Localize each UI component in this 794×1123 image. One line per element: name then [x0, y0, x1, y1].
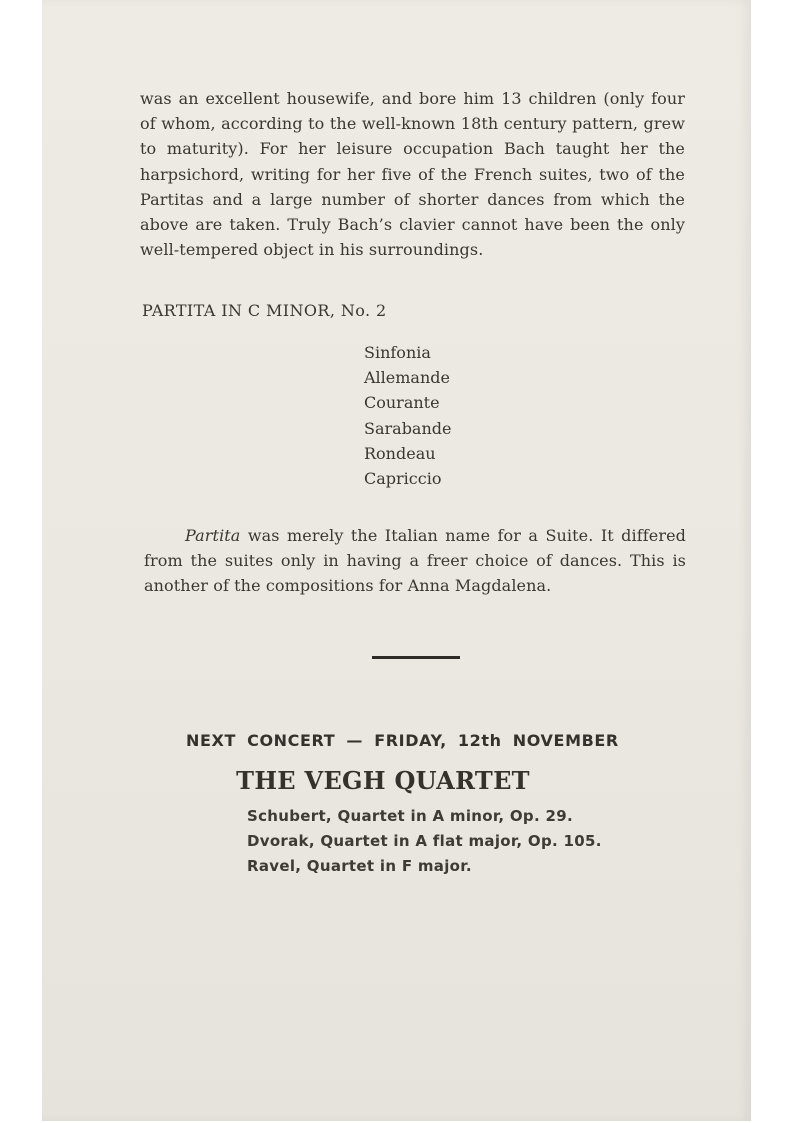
program-item: Dvorak, Quartet in A flat major, Op. 105. — [247, 832, 602, 850]
partita-note-paragraph — [144, 523, 686, 599]
movement-item: Capriccio — [364, 469, 442, 489]
movement-list — [364, 340, 451, 491]
movement-item: Allemande — [364, 368, 450, 388]
partita-note-text: was merely the Italian name for a Suite. It differed from the suites only in having a freer choice of dances. This is another of the compositions for Anna Magdalena. — [144, 526, 686, 596]
partita-heading: PARTITA IN C MINOR, No. 2 — [142, 301, 387, 320]
background-margin — [751, 0, 794, 1123]
program-item: Ravel, Quartet in F major. — [247, 857, 472, 875]
program-item: Schubert, Quartet in A minor, Op. 29. — [247, 807, 573, 825]
movement-item: Courante — [364, 393, 440, 413]
section-divider — [372, 656, 460, 659]
next-concert-announcement: NEXT CONCERT — FRIDAY, 12th NOVEMBER — [186, 731, 619, 750]
movement-item: Sarabande — [364, 418, 452, 438]
next-concert-performer: THE VEGH QUARTET — [236, 766, 530, 795]
programme-page — [42, 0, 751, 1121]
movement-item: Sinfonia — [364, 343, 431, 362]
partita-italic-term: Partita — [185, 526, 241, 545]
intro-paragraph: was an excellent housewife, and bore him 13 children (only four of whom, according to the well-known 18th century pattern, grew to maturity). For her leisure occupation Bach taught her the harpsichord, writing for her five of the French suites, two of the Partitas and a large number of shorter dances from which the above are taken. Truly Bach’s clavier cannot have been the only well-tempered object in his surroundings. — [140, 89, 685, 260]
movement-item: Rondeau — [364, 443, 436, 463]
next-concert-program — [247, 804, 602, 879]
